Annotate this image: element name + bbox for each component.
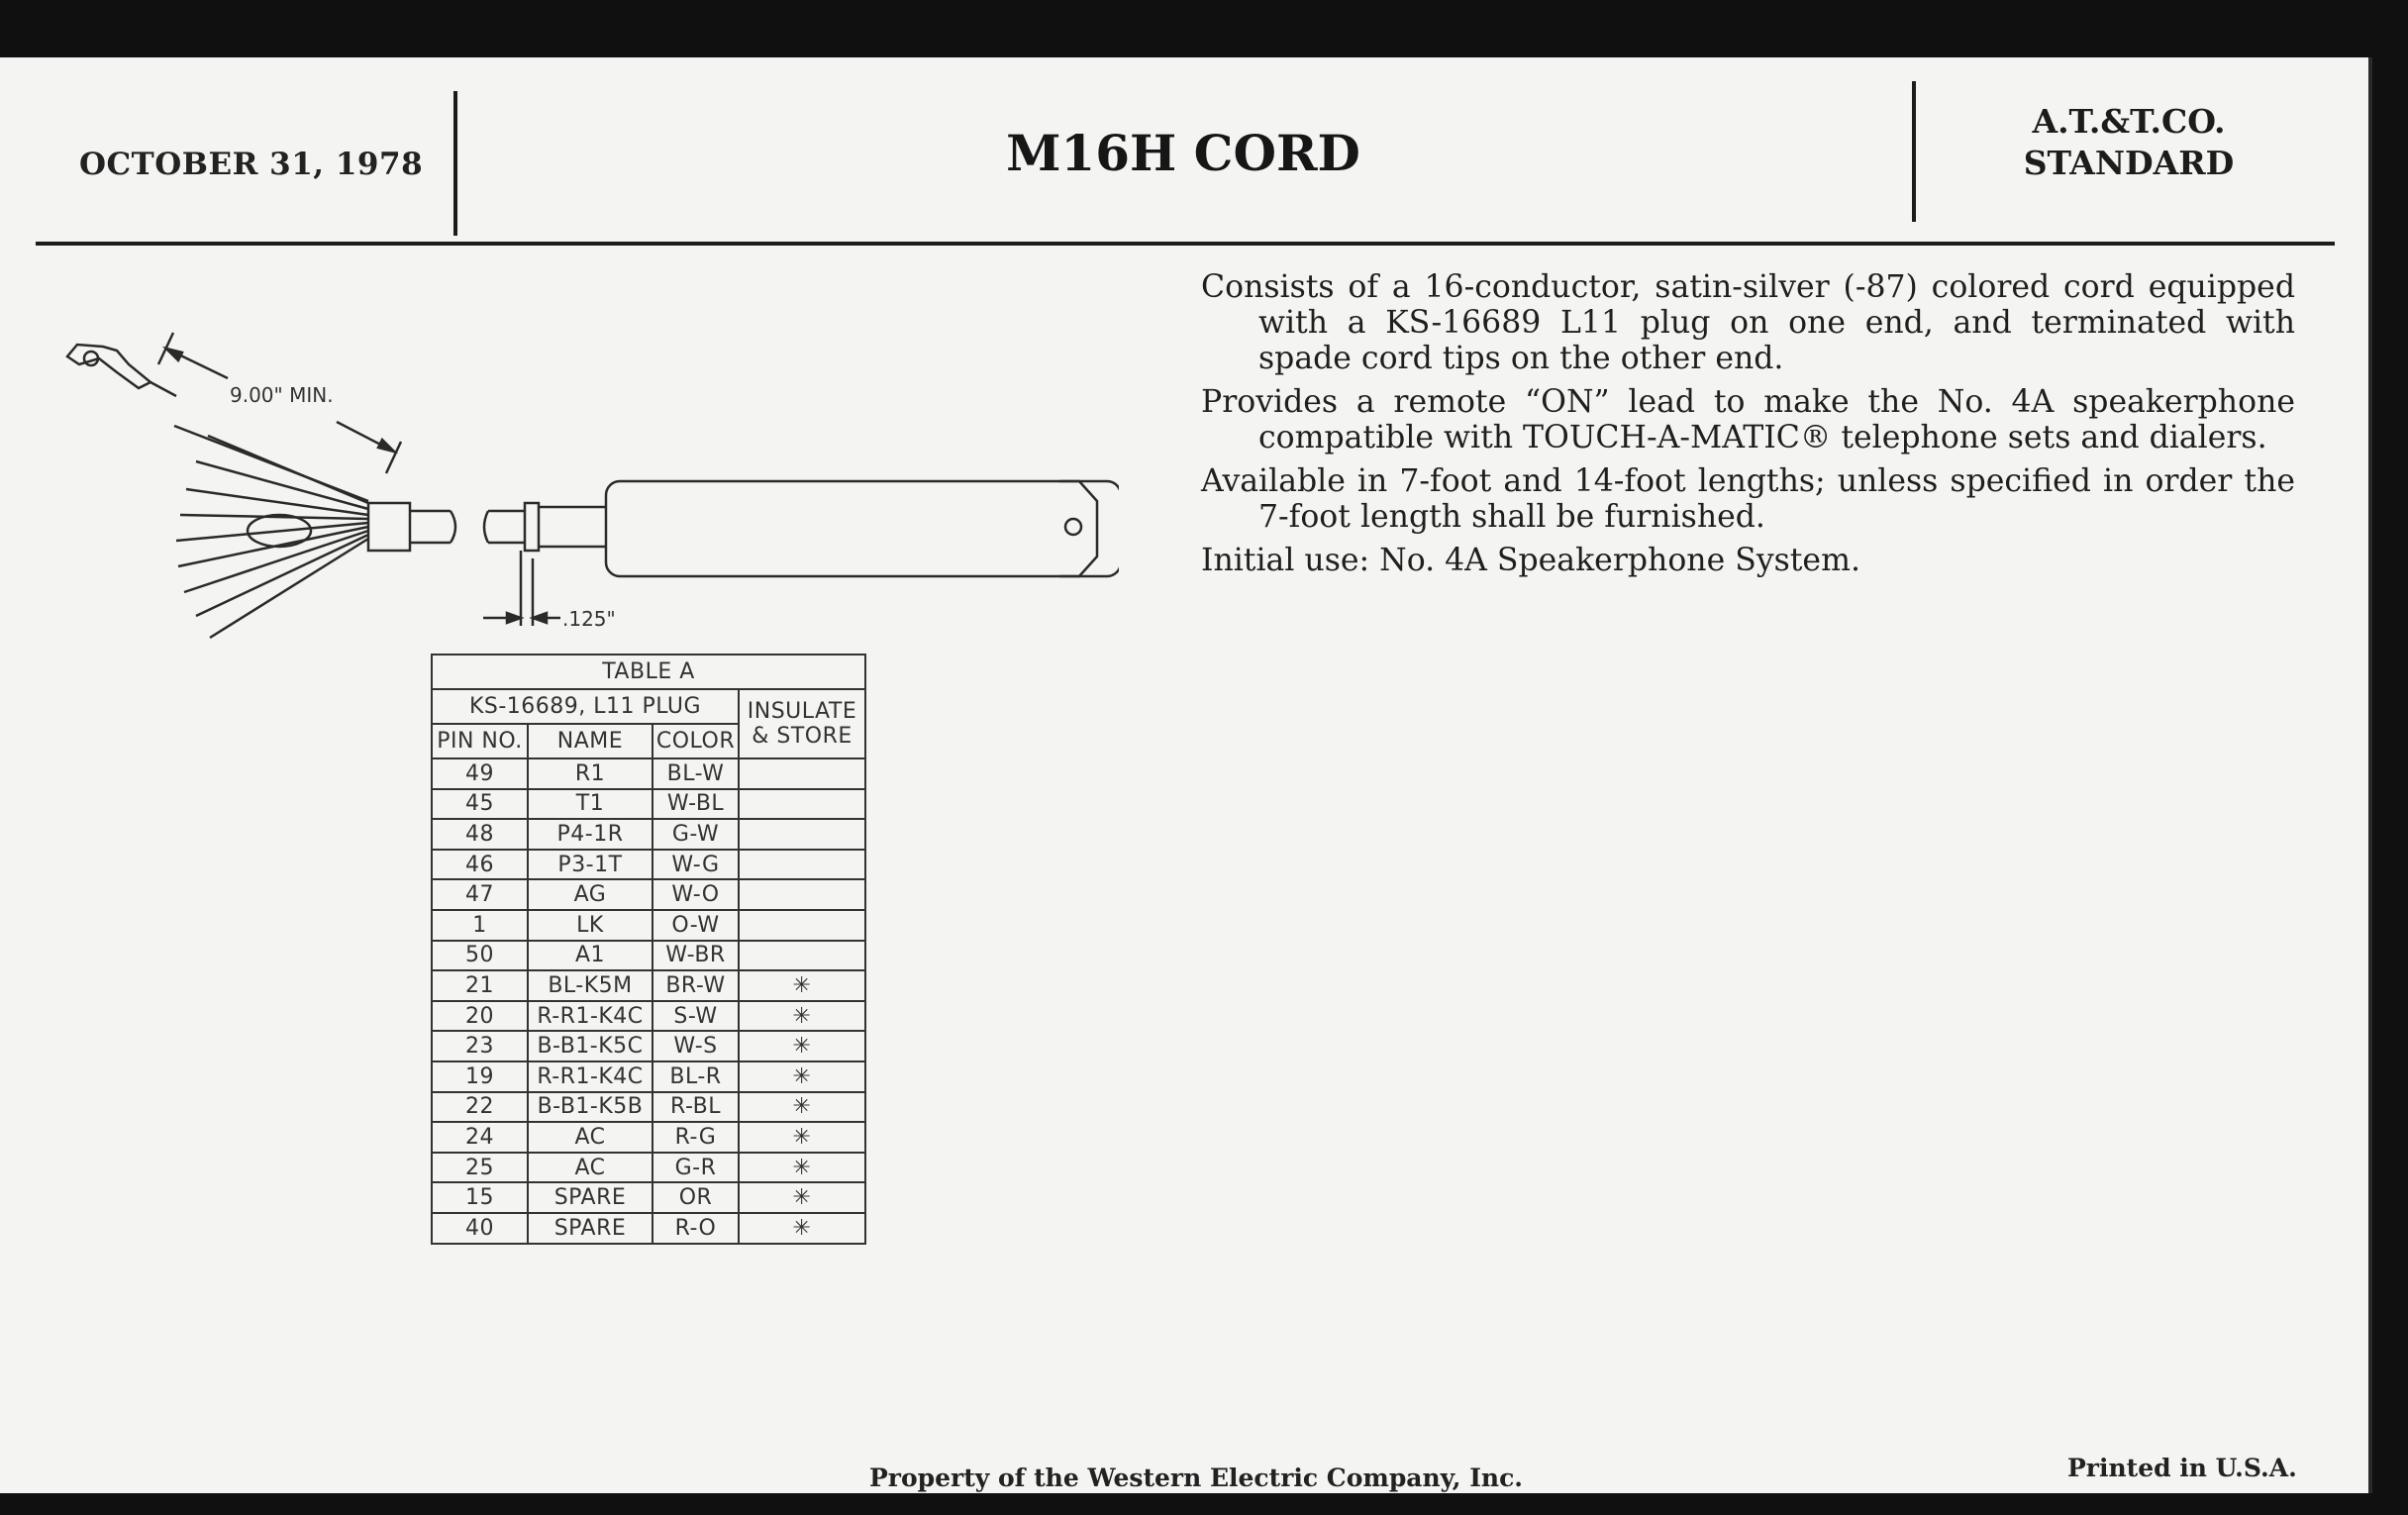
insulate-cell [739, 850, 865, 880]
pin-cell: 21 [432, 970, 528, 1001]
table-row [432, 1061, 865, 1092]
pin-cell: 25 [432, 1153, 528, 1183]
insulate-cell: ✳ [739, 1153, 865, 1183]
pin-cell: 45 [432, 789, 528, 820]
color-cell: W-BR [652, 941, 739, 971]
color-cell: W-O [652, 879, 739, 910]
insulate-header-line-1: INSULATE [747, 699, 857, 724]
plug-group-header: KS-16689, L11 PLUG [432, 689, 739, 724]
name-cell: R-R1-K4C [528, 1061, 652, 1092]
pin-cell: 20 [432, 1001, 528, 1032]
insulate-header-line-2: & STORE [752, 724, 853, 749]
name-cell: P4-1R [528, 819, 652, 850]
column-header-pin: PIN NO. [432, 724, 528, 758]
description-paragraph: Consists of a 16-conductor, satin-silver (-87) colored cord equipped with a KS-16689 L11 plug on one end, and terminated with spade cord tips on the other end. [1201, 269, 2295, 376]
length-dimension-label: 9.00" MIN. [230, 383, 334, 407]
name-cell: SPARE [528, 1182, 652, 1213]
insulate-header [739, 689, 865, 758]
cord-drawing [59, 307, 1119, 644]
table-row [432, 850, 865, 880]
color-cell: R-G [652, 1122, 739, 1153]
description-paragraph: Provides a remote “ON” lead to make the No. 4A speakerphone compatible with TOUCH-A-MATIC® telephone sets and dialers. [1201, 384, 2295, 455]
pin-cell: 50 [432, 941, 528, 971]
conductor-fan [174, 426, 368, 638]
name-cell: AG [528, 879, 652, 910]
color-cell: G-W [652, 819, 739, 850]
table-a [431, 654, 866, 1245]
pin-cell: 24 [432, 1122, 528, 1153]
table-row [432, 1122, 865, 1153]
description-paragraph: Available in 7-foot and 14-foot lengths; unless specified in order the 7-foot length shall be furnished. [1201, 463, 2295, 535]
pin-cell: 22 [432, 1092, 528, 1123]
name-cell: T1 [528, 789, 652, 820]
column-header-name: NAME [528, 724, 652, 758]
insulate-cell [739, 910, 865, 941]
name-cell: LK [528, 910, 652, 941]
plug-body [525, 481, 1119, 576]
table-row [432, 1213, 865, 1244]
table-row [432, 970, 865, 1001]
name-cell: AC [528, 1153, 652, 1183]
pin-cell: 46 [432, 850, 528, 880]
name-cell: A1 [528, 941, 652, 971]
table-row [432, 941, 865, 971]
table-row [432, 879, 865, 910]
pin-cell: 19 [432, 1061, 528, 1092]
header-divider-right [1912, 81, 1916, 222]
standard-label [1941, 101, 2317, 184]
printed-notice: Printed in U.S.A. [2067, 1454, 2297, 1482]
table-row [432, 910, 865, 941]
table-row [432, 1153, 865, 1183]
color-cell: R-O [652, 1213, 739, 1244]
standard-line-2: STANDARD [2023, 144, 2235, 182]
insulate-cell [739, 789, 865, 820]
cord-jacket [368, 503, 525, 551]
color-cell: W-G [652, 850, 739, 880]
description [1201, 269, 2295, 586]
color-cell: OR [652, 1182, 739, 1213]
header-rule [36, 242, 2335, 246]
name-cell: R-R1-K4C [528, 1001, 652, 1032]
table-row [432, 1031, 865, 1061]
pin-cell: 40 [432, 1213, 528, 1244]
name-cell: B-B1-K5C [528, 1031, 652, 1061]
table-row [432, 1182, 865, 1213]
color-cell: W-S [652, 1031, 739, 1061]
insulate-cell: ✳ [739, 1031, 865, 1061]
color-cell: W-BL [652, 789, 739, 820]
insulate-cell: ✳ [739, 1122, 865, 1153]
pin-cell: 49 [432, 758, 528, 789]
name-cell: P3-1T [528, 850, 652, 880]
color-cell: G-R [652, 1153, 739, 1183]
spade-tip [67, 345, 176, 396]
name-cell: B-B1-K5B [528, 1092, 652, 1123]
pin-cell: 15 [432, 1182, 528, 1213]
insulate-cell: ✳ [739, 1061, 865, 1092]
pin-cell: 1 [432, 910, 528, 941]
color-cell: BL-W [652, 758, 739, 789]
table-row [432, 758, 865, 789]
insulate-cell [739, 819, 865, 850]
property-notice: Property of the Western Electric Company, Inc. [869, 1464, 1524, 1492]
document-title: M16H CORD [1006, 124, 1360, 182]
color-cell: S-W [652, 1001, 739, 1032]
color-cell: BL-R [652, 1061, 739, 1092]
insulate-cell: ✳ [739, 1001, 865, 1032]
insulate-cell: ✳ [739, 970, 865, 1001]
name-cell: BL-K5M [528, 970, 652, 1001]
table-title: TABLE A [432, 655, 865, 689]
table-row [432, 789, 865, 820]
color-cell: BR-W [652, 970, 739, 1001]
table-row [432, 1092, 865, 1123]
standard-line-1: A.T.&T.CO. [2032, 102, 2226, 141]
column-header-color: COLOR [652, 724, 739, 758]
name-cell: SPARE [528, 1213, 652, 1244]
insulate-cell: ✳ [739, 1092, 865, 1123]
offset-dimension [483, 551, 560, 626]
name-cell: AC [528, 1122, 652, 1153]
document-date: OCTOBER 31, 1978 [79, 147, 424, 182]
insulate-cell: ✳ [739, 1213, 865, 1244]
pin-cell: 23 [432, 1031, 528, 1061]
insulate-cell [739, 941, 865, 971]
color-cell: O-W [652, 910, 739, 941]
name-cell: R1 [528, 758, 652, 789]
offset-dimension-label: .125" [562, 607, 616, 631]
insulate-cell: ✳ [739, 1182, 865, 1213]
description-paragraph: Initial use: No. 4A Speakerphone System. [1201, 543, 1860, 578]
pin-cell: 47 [432, 879, 528, 910]
insulate-cell [739, 879, 865, 910]
insulate-cell [739, 758, 865, 789]
table-row [432, 1001, 865, 1032]
table-row [432, 819, 865, 850]
color-cell: R-BL [652, 1092, 739, 1123]
pin-cell: 48 [432, 819, 528, 850]
